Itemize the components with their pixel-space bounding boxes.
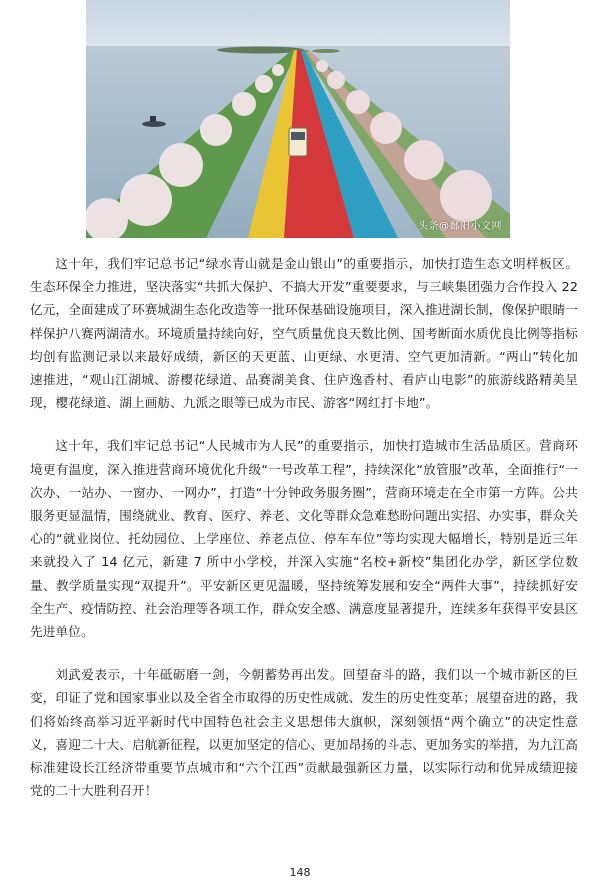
paragraph-ecology: 这十年，我们牢记总书记“绿水青山就是金山银山”的重要指示，加快打造生态文明样板区。生态环保全力推进，坚决落实“共抓大保护、不搞大开发”重要要求，与三峡集团强力合作投入 22 亿元，全面建成了环赛城湖生态化改造等一批环保基础设施项目，深入推进湖长制，像保护眼睛一样保护八赛两湖清水。环境质量持续向好，空气质量优良天数比例、国考断面水质优良比例等指标均创有监测记录以来最好成绩，新区的天更蓝、山更绿、水更清、空气更加清新。“两山”转化加速推进，“观山江湖城、游樱花绿道、品赛湖美食、住庐逸香村、看庐山电影”的旅游线路精美呈现，樱花绿道、湖上画舫、九派之眼等已成为市民、游客“网红打卡地”。 — [30, 256, 578, 411]
paragraph-outlook: 刘武爱表示，十年砥砺磨一剑，今朝蓄势再出发。回望奋斗的路，我们以一个城市新区的巨变，印证了党和国家事业以及全省全市取得的历史性成就、发生的历史性变革；展望奋进的路，我们将始终高举习近平新时代中国特色社会主义思想伟大旗帜，深刻领悟“两个确立”的决定性意义，喜迎二十大、启航新征程，以更加坚定的信心、更加昂扬的斗志、更加务实的举措，为九江高标准建设长江经济带重要节点城市和“六个江西”贡献最强新区力量，以实际行动和优异成绩迎接党的二十大胜利召开！ — [30, 667, 578, 799]
paragraph-city-life: 这十年，我们牢记总书记“人民城市为人民”的重要指示，加快打造城市生活品质区。营商环境更有温度，深入推进营商环境优化升级“一号改革工程”，持续深化“放管服”改革，全面推行“一次办、一站办、一窗办、一网办”，打造“十分钟政务服务圈”，营商环境走在全市第一方阵。公共服务更显温情，围绕就业、教育、医疗、养老、文化等群众急难愁盼问题出实招、办实事，群众关心的“就业岗位、托幼园位、上学座位、养老点位、停车车位”等均实现大幅增长，特别是近三年来就投入了 14 亿元，新建 7 所中小学校，并深入实施“名校+新校”集团化办学，新区学位数量、教学质量实现“双提升”。平安新区更见温暖，坚持统筹发展和安全“两件大事”，持续抓好安全生产、疫情防控、社会治理等各项工作，群众安全感、满意度显著提升，连续多年获得平安县区先进单位。 — [30, 438, 578, 640]
article-body — [30, 252, 578, 802]
page-number: 148 — [289, 866, 311, 879]
greenway-illustration — [86, 0, 510, 238]
lakeside-greenway-photo — [86, 0, 510, 238]
photo-watermark: 头条@鄱阳小文网 — [418, 221, 502, 232]
